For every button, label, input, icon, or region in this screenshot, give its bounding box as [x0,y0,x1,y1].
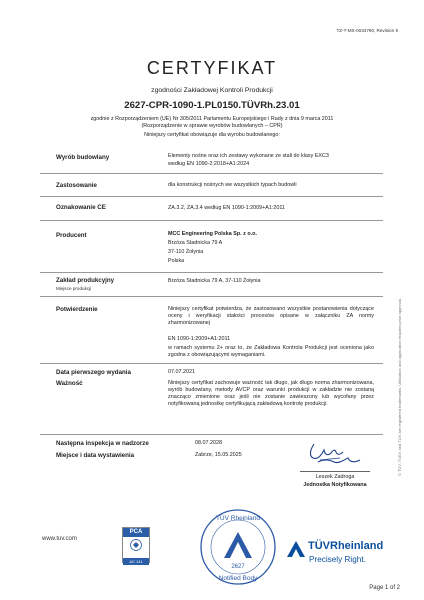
divider [40,434,383,435]
svg-text:2627: 2627 [231,564,245,570]
place-date-value: Zabrze, 15.05.2025 [195,452,242,458]
confirmation-text: Niniejszy certyfikat potwierdza, że zastosowano wszystkie postanowienia dotyczące oceny i weryfikacji stałości procesów opisane w załączniku ZA normy zharmonizowanej [168,306,374,326]
tuv-tagline: Precisely Right. [309,555,366,564]
pca-logo [122,527,150,563]
signatory-name: Leszek Zadroga [315,474,355,480]
place-date-label: Miejsce i data wystawienia [56,452,135,459]
divider [40,220,383,221]
producer-label: Producent [56,232,87,239]
website-link[interactable]: www.tuv.com [42,536,77,542]
subtitle: zgodności Zakładowej Kontroli Produkcji [151,87,273,94]
use-label: Zastosowanie [56,182,97,189]
next-inspection-value: 08.07.2028 [195,440,222,446]
confirmation-standard: EN 1090-1:2009+A1:2011 [168,336,231,342]
divider [40,173,383,174]
divider [40,363,383,364]
pca-emblem-icon [123,537,149,553]
ce-label: Oznakowanie CE [56,204,106,211]
validity-label: Ważność [56,380,83,387]
signatory-role: Jednostka Notyfikowana [303,482,367,488]
producer-street: Brzóza Stadnicka 79 A [168,240,223,246]
next-inspection-label: Następna inspekcja w nadzorze [56,440,149,447]
regulation-line-2: (Rozporządzenie w sprawie wyrobów budowlanych – CPR) [141,123,283,129]
use-value: dla konstrukcji nośnych we wszystkich typach budowli [168,182,297,188]
page-number: Page 1 of 2 [369,585,400,591]
plant-value: Brzóza Stadnicka 79 A, 37-110 Żołynia [168,278,261,284]
notified-body-seal-icon [199,508,277,586]
producer-name: MCC Engineering Polska Sp. z o.o. [168,231,257,237]
svg-text:Notified Body: Notified Body [218,575,258,582]
side-trademark-text: © TÜV, TUEV and TUV are registered trademarks. Utilisation and application requires prior approval. [397,298,402,476]
product-line-2: według EN 1090-2:2018+A1:2024 [168,161,250,167]
document-code: TZ-T-MS-0034790, Revision 9 [336,28,398,33]
tuv-brand: TÜVRheinland [308,540,384,552]
plant-sublabel: Miejsce produkcji [56,286,92,291]
regulation-line-3: Niniejszy certyfikat obowiązuje dla wyrobu budowlanego: [144,132,280,138]
signature-image [300,436,370,468]
certificate-number: 2627-CPR-1090-1.PL0150.TÜVRh.23.01 [124,100,300,111]
validity-text: Niniejszy certyfikat zachowuje ważność tak długo, jak długo norma zharmonizowana, wyrób budowlany, metody AVCP oraz warunki produkcji w zakładzie nie zostaną znacząco zmienione oraz jeśli nie zostanie zawieszony lub wycofany przez notyfikowaną jednostkę certyfikującą zakładową kontrolę produkcji. [168,380,374,407]
regulation-line-1: zgodnie z Rozporządzeniem (UE) Nr 305/2011 Parlamentu Europejskiego i Rady z dnia 9 marca 2011 [90,116,334,122]
producer-country: Polska [168,258,185,264]
product-label: Wyrób budowlany [56,154,110,161]
plant-label: Zakład produkcyjny [56,277,115,284]
tuv-triangle-icon [286,540,306,558]
product-line-1: Elementy nośne oraz ich zestawy wykonane ze stali do klasy EXC3 [168,153,329,159]
first-issue-label: Data pierwszego wydania [56,369,131,376]
svg-text:TÜV Rheinland: TÜV Rheinland [215,515,261,522]
confirmation-system: w ramach systemu 2+ oraz to, że Zakładowa Kontrola Produkcji jest oceniona jako zgodna z obowiązującymi wymaganiami. [168,345,374,358]
pca-code: AC 141 [123,558,149,565]
first-issue-value: 07.07.2021 [168,369,195,375]
confirmation-label: Potwierdzenie [56,306,98,313]
producer-city: 37-110 Żołynia [168,249,204,255]
page-title: CERTYFIKAT [146,58,278,78]
pca-logo-text: PCA [123,528,149,537]
divider [40,272,383,273]
signature-line [300,471,370,472]
divider [40,296,383,297]
ce-value: ZA.3.2, ZA.3.4 według EN 1090-1:2009+A1:2011 [168,205,285,211]
divider [40,196,383,197]
